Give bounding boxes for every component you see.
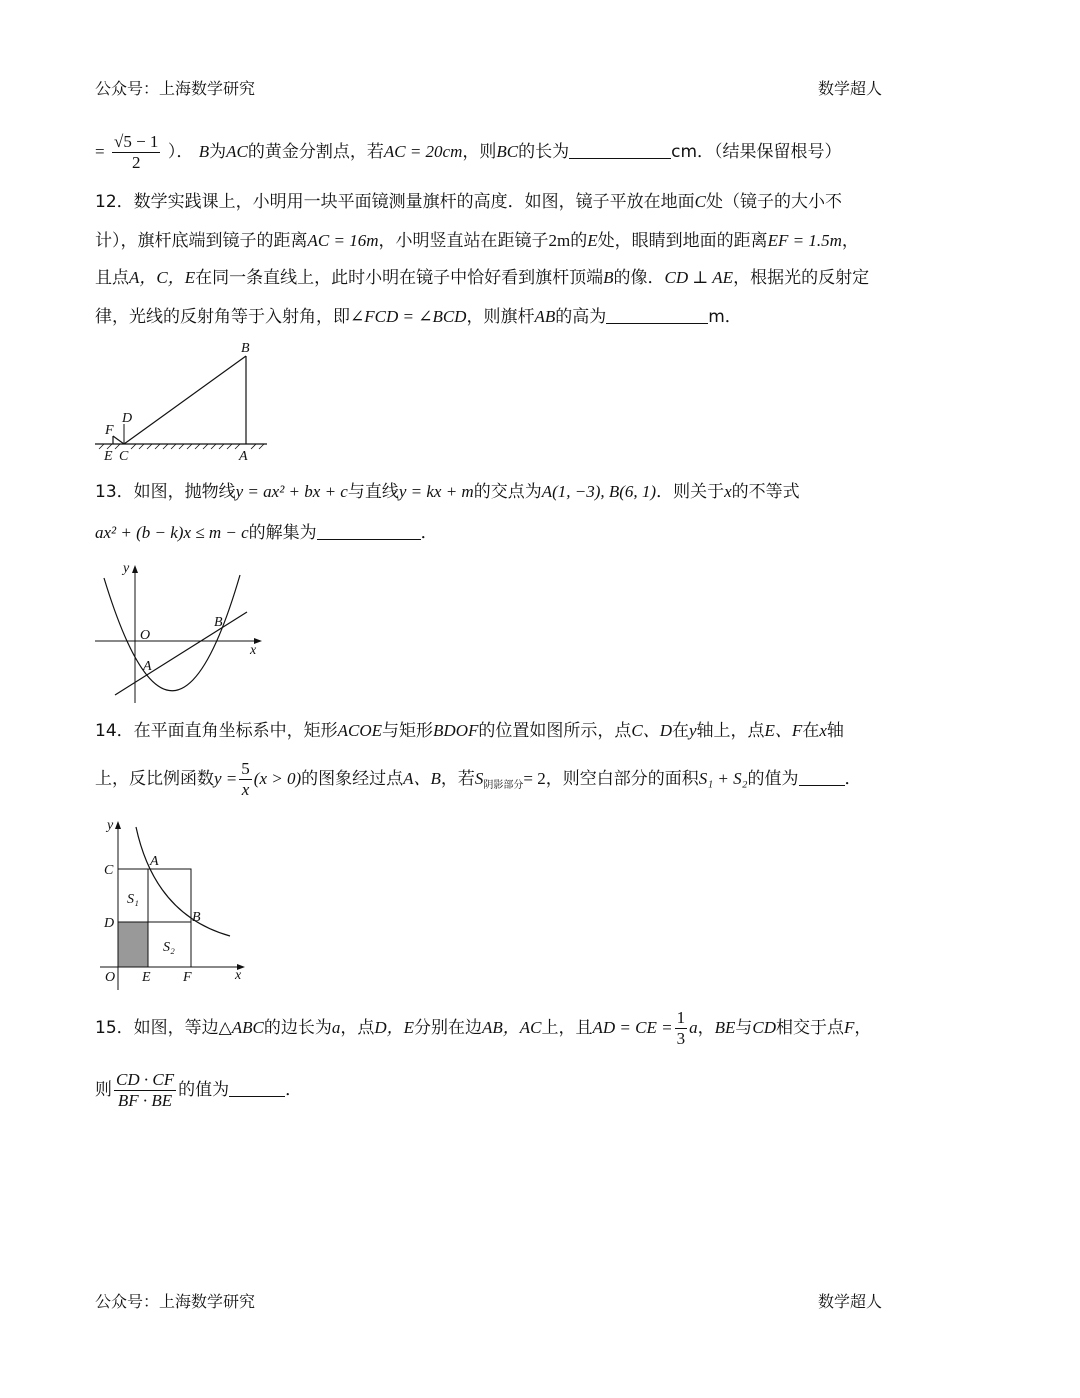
q12-text-2a: 计），旗杆底端到镜子的距离	[95, 231, 308, 251]
q11-var-b: B	[198, 142, 210, 161]
header-left: 公众号：上海数学研究	[95, 79, 256, 98]
q14-line-1	[95, 719, 844, 743]
q15-be: BE	[714, 1018, 736, 1037]
q14-frac-num: 5	[241, 758, 250, 778]
q15-text-2b: 的值为	[178, 1080, 230, 1100]
q12-text-2b: ，小明竖直站在距镜子	[378, 231, 549, 251]
q14-label-c: C	[104, 863, 114, 878]
q12-text-4c: 的高为	[555, 307, 607, 327]
q14-y-arrow-icon	[115, 821, 121, 829]
q14-rect-acoe: ACOE	[337, 721, 383, 740]
q13-label-y: y	[123, 561, 130, 576]
q12-var-c: C	[694, 192, 706, 211]
q15-cd: CD	[752, 1018, 776, 1037]
q13-text-1c: 的交点为	[473, 482, 542, 502]
q11-text-4: 的长为	[518, 142, 570, 162]
q14-text-1d: 在	[671, 721, 689, 741]
q14-text-2end: ．	[844, 769, 862, 789]
q15-fraction	[675, 1008, 688, 1049]
q11-frac-num: √5 − 1	[114, 131, 159, 151]
q12-text-2c: 的	[570, 231, 588, 251]
q15-text-1b: 的边长为	[263, 1018, 332, 1038]
q12-text-3b: 在同一条直线上，此时小明在镜子中恰好看到旗杆顶端	[195, 268, 604, 288]
q12-answer-blank[interactable]	[606, 305, 708, 324]
q12-figure	[95, 338, 275, 466]
q14-points-cd: C、D	[631, 721, 672, 740]
footer-left: 公众号：上海数学研究	[95, 1292, 256, 1311]
q11-unit: cm．（结果保留根号）	[671, 142, 842, 162]
q14-var-y: y	[688, 721, 697, 740]
q14-text-1f: 在	[802, 721, 820, 741]
q14-text-1e: 轴上，点	[696, 721, 765, 741]
q14-text-1b: 与矩形	[382, 721, 434, 741]
q11-var-bc: BC	[496, 142, 519, 161]
q12-text-3d: ，根据光的反射定	[733, 268, 870, 288]
q15-text-1e: 上，且	[541, 1018, 593, 1038]
q13-points: A(1, −3), B(6, 1)	[541, 482, 657, 501]
q12-perp: CD ⊥ AE	[664, 268, 734, 287]
q12-text-2e: ，	[841, 231, 859, 251]
q13-inequality: ax² + (b − k)x ≤ m − c	[95, 523, 249, 542]
q12-text-3c: 的像．	[613, 268, 665, 288]
q11-ac-value: AC = 20cm	[383, 142, 463, 161]
q13-answer-blank[interactable]	[317, 521, 421, 540]
q12-var-b: B	[603, 268, 614, 287]
q14-text-2a: 上，反比例函数	[95, 769, 214, 789]
q14-text-1a: 14．在平面直角坐标系中，矩形	[95, 721, 338, 741]
q12-line-4	[95, 305, 742, 329]
q14-label-d: D	[104, 916, 115, 931]
q13-label-a: A	[143, 659, 152, 674]
q12-text-1: 12．数学实践课上，小明用一块平面镜测量旗杆的高度．如图，镜子平放在地面	[95, 192, 695, 212]
q14-text-2c: ，若	[440, 769, 475, 789]
q13-var-x: x	[724, 482, 732, 501]
header-right: 数学超人	[818, 79, 883, 98]
q15-text-1a: 15．如图，等边	[95, 1018, 219, 1038]
q14-text-2d: ，则空白部分的面积	[545, 769, 699, 789]
q13-parabola	[104, 575, 240, 691]
q14-fraction	[239, 759, 252, 800]
q15-text-1f: ，	[697, 1018, 715, 1038]
q14-shaded-region	[118, 922, 148, 967]
q11-text-3: ，则	[462, 142, 497, 162]
q12-ef-value: EF = 1.5m	[767, 231, 842, 250]
q15-text-1d: 分别在边	[414, 1018, 482, 1038]
q14-points-ef: E、F	[764, 721, 803, 740]
q12-ac-value: AC = 16m	[307, 231, 379, 250]
q12-points: A，C，E	[129, 268, 196, 287]
q12-text-1b: 处（镜子的大小不	[705, 192, 842, 212]
q14-text-1g: 轴	[826, 721, 844, 741]
q13-line-1	[95, 480, 800, 504]
q13-figure	[95, 560, 270, 705]
q11-answer-blank[interactable]	[569, 140, 671, 159]
q14-answer-blank[interactable]	[799, 767, 845, 786]
q15-text-1i: ，	[854, 1018, 872, 1038]
q13-y-arrow-icon	[132, 565, 138, 573]
q14-label-e: E	[142, 970, 151, 985]
q15-text-2end: ．	[285, 1080, 303, 1100]
q14-domain: (x > 0)	[253, 769, 302, 788]
q13-label-x: x	[250, 643, 257, 658]
footer-right: 数学超人	[818, 1292, 883, 1311]
q15-line-1	[95, 1006, 871, 1050]
q11-text-2: 的黄金分割点，若	[247, 142, 384, 162]
q14-s-value: = 2	[523, 769, 546, 788]
q14-s-sum: S₁ + S₂	[698, 769, 748, 788]
q14-label-x: x	[235, 968, 242, 983]
q14-label-s1: S₁	[127, 892, 139, 907]
q15-text-1h: 相交于点	[775, 1018, 844, 1038]
q12-label-f: F	[105, 423, 114, 438]
q14-frac-den: x	[241, 779, 250, 799]
q12-ray-fc	[113, 436, 124, 444]
q15-points-de: D，E	[374, 1018, 414, 1037]
q11-eq: =	[95, 142, 105, 161]
q12-label-a: A	[239, 449, 248, 464]
q11-frac-den: 2	[131, 152, 141, 172]
q14-figure	[95, 815, 255, 990]
q12-text-2d: 处，眼睛到地面的距离	[597, 231, 768, 251]
q12-line-2	[95, 229, 859, 253]
q14-text-1c: 的位置如图所示，点	[478, 721, 632, 741]
q12-ray-cb	[124, 356, 246, 444]
q15-ratio-num: CD · CF	[116, 1069, 175, 1089]
q15-line-2	[95, 1066, 302, 1114]
q14-points-ab: A、B	[403, 769, 441, 788]
q12-dist: 2m	[548, 231, 571, 250]
q13-line-2	[95, 521, 438, 545]
q15-frac-den: 3	[676, 1028, 686, 1048]
q14-func-y: y =	[214, 769, 238, 788]
q13-text-2a: 的解集为	[248, 523, 317, 543]
q11-text-1: 为	[209, 142, 227, 162]
q14-text-2e: 的值为	[747, 769, 799, 789]
q13-text-1d: ．则关于	[656, 482, 725, 502]
q12-var-e: E	[587, 231, 598, 250]
q12-line-3	[95, 266, 869, 290]
q12-text-4b: ，则旗杆	[466, 307, 535, 327]
q15-var-a2: a	[689, 1018, 698, 1037]
q12-angle-eq: ∠FCD = ∠BCD	[350, 307, 467, 326]
q13-label-b: B	[214, 615, 223, 630]
q11-line	[95, 130, 842, 174]
q15-text-2a: 则	[95, 1080, 112, 1100]
q13-parabola-eq: y = ax² + bx + c	[235, 482, 348, 501]
q15-ratio-fraction	[114, 1070, 176, 1111]
q13-label-o: O	[140, 628, 151, 643]
q12-text-4a: 律，光线的反射角等于入射角，即	[95, 307, 350, 327]
q13-text-2end: ．	[420, 523, 438, 543]
q12-line-1	[95, 190, 842, 214]
q12-label-b: B	[241, 341, 250, 356]
q15-answer-blank[interactable]	[229, 1078, 285, 1097]
q14-label-s2: S₂	[163, 940, 175, 955]
q15-text-1c: ，点	[340, 1018, 375, 1038]
q14-label-a: A	[150, 854, 159, 869]
q12-text-3a: 且点	[95, 268, 129, 288]
q12-label-d: D	[122, 411, 133, 426]
q13-text-1a: 13．如图，抛物线	[95, 482, 236, 502]
q12-label-e: E	[104, 449, 113, 464]
q14-hyperbola	[136, 827, 230, 936]
q13-text-1e: 的不等式	[731, 482, 800, 502]
q12-unit: m．	[708, 307, 742, 327]
q15-ratio-den: BF · BE	[117, 1090, 173, 1110]
q13-line-eq: y = kx + m	[398, 482, 474, 501]
q13-text-1b: 与直线	[347, 482, 399, 502]
q15-sides: AB，AC	[482, 1018, 542, 1037]
q14-s: S	[474, 769, 484, 788]
q15-text-1g: 与	[735, 1018, 753, 1038]
q14-label-b: B	[192, 910, 201, 925]
q15-ad-ce: AD = CE =	[592, 1018, 673, 1037]
q14-label-y: y	[107, 818, 114, 833]
q12-var-ab: AB	[534, 307, 556, 326]
q15-triangle: △ABC	[218, 1018, 264, 1037]
q11-paren: ）．	[167, 142, 194, 162]
q14-s-subscript: 阴影部分	[483, 780, 524, 791]
q15-var-a: a	[331, 1018, 341, 1037]
q11-var-ac: AC	[226, 142, 248, 161]
q11-fraction	[112, 132, 160, 173]
q15-var-f: F	[843, 1018, 855, 1037]
q14-label-f: F	[183, 970, 192, 985]
q14-line-2	[95, 757, 862, 808]
q14-rect-bdof: BDOF	[433, 721, 479, 740]
q14-text-2b: 的图象经过点	[301, 769, 404, 789]
q14-var-x: x	[819, 721, 827, 740]
q12-label-c: C	[119, 449, 129, 464]
q15-frac-num: 1	[676, 1007, 686, 1027]
q14-label-o: O	[105, 970, 116, 985]
